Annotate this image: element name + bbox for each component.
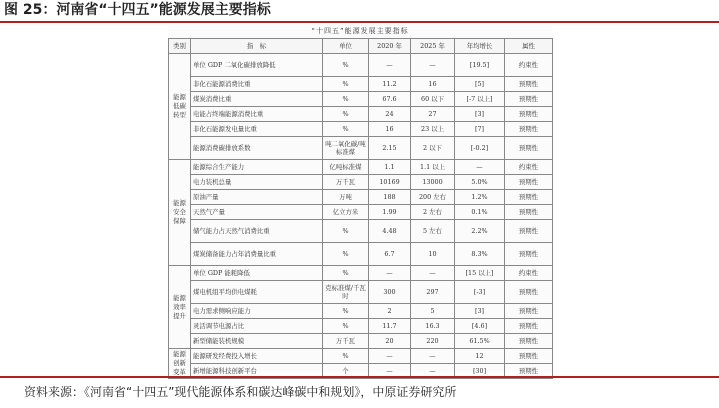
growth-cell: [3] (455, 304, 505, 319)
value-2025-cell: 220 (411, 334, 455, 349)
attribute-cell: 预期性 (505, 364, 553, 379)
value-2025-cell: 5 左右 (411, 220, 455, 243)
unit-cell: 克标准煤/千瓦时 (323, 281, 369, 304)
table-row (169, 281, 553, 304)
growth-cell: 2.2% (455, 220, 505, 243)
indicator-cell: 天然气产量 (191, 205, 323, 220)
value-2020-cell: — (369, 266, 411, 281)
table-caption: “十四五”能源发展主要指标 (311, 27, 409, 35)
attribute-cell: 预期性 (505, 334, 553, 349)
value-2020-cell: — (369, 54, 411, 77)
category-cell: 能源创新变革 (169, 349, 191, 379)
unit-cell: 万千瓦 (323, 175, 369, 190)
value-2020-cell: 188 (369, 190, 411, 205)
table-row (169, 160, 553, 175)
bottom-rule (0, 376, 719, 378)
value-2020-cell: 1.99 (369, 205, 411, 220)
value-2020-cell: 16 (369, 122, 411, 137)
indicator-cell: 非化石能源发电量比重 (191, 122, 323, 137)
growth-cell: [7] (455, 122, 505, 137)
attribute-cell: 约束性 (505, 266, 553, 281)
growth-cell: [5] (455, 77, 505, 92)
source-note: 资料来源：《河南省“十四五”现代能源体系和碳达峰碳中和规划》，中原证券研究所 (24, 385, 457, 399)
value-2020-cell: — (369, 349, 411, 364)
value-2025-cell: 2 以下 (411, 137, 455, 160)
value-2020-cell: — (369, 364, 411, 379)
value-2020-cell: 300 (369, 281, 411, 304)
value-2025-cell: 5 (411, 304, 455, 319)
header-category: 类别 (169, 39, 191, 54)
unit-cell: % (323, 220, 369, 243)
table-row (169, 349, 553, 364)
unit-cell: 万吨 (323, 190, 369, 205)
value-2025-cell: — (411, 349, 455, 364)
unit-cell: % (323, 122, 369, 137)
table-row (169, 243, 553, 266)
value-2025-cell: — (411, 364, 455, 379)
attribute-cell: 预期性 (505, 137, 553, 160)
indicator-cell: 新增能源科技创新平台 (191, 364, 323, 379)
value-2025-cell: 27 (411, 107, 455, 122)
attribute-cell: 预期性 (505, 281, 553, 304)
value-2025-cell: 16 (411, 77, 455, 92)
growth-cell: [4.6] (455, 319, 505, 334)
indicator-cell: 能源研发经费投入增长 (191, 349, 323, 364)
value-2020-cell: 67.6 (369, 92, 411, 107)
value-2025-cell: 10 (411, 243, 455, 266)
attribute-cell: 预期性 (505, 243, 553, 266)
header-attribute: 属性 (505, 39, 553, 54)
growth-cell: 12 (455, 349, 505, 364)
attribute-cell: 预期性 (505, 349, 553, 364)
growth-cell: [15 以上] (455, 266, 505, 281)
value-2025-cell: 1.1 以上 (411, 160, 455, 175)
value-2025-cell: 16.3 (411, 319, 455, 334)
growth-cell: [-3] (455, 281, 505, 304)
growth-cell: [30] (455, 364, 505, 379)
value-2020-cell: 4.48 (369, 220, 411, 243)
unit-cell: % (323, 243, 369, 266)
attribute-cell: 预期性 (505, 319, 553, 334)
figure-title: 图 25：河南省“十四五”能源发展主要指标 (4, 2, 271, 18)
value-2025-cell: 13000 (411, 175, 455, 190)
table-row (169, 54, 553, 77)
table-row (169, 220, 553, 243)
attribute-cell: 预期性 (505, 107, 553, 122)
table-row (169, 334, 553, 349)
indicator-cell: 储气能力占天然气消费比重 (191, 220, 323, 243)
table-row (169, 205, 553, 220)
attribute-cell: 约束性 (505, 54, 553, 77)
unit-cell: 亿立方米 (323, 205, 369, 220)
attribute-cell: 预期性 (505, 220, 553, 243)
indicator-cell: 电力装机总量 (191, 175, 323, 190)
table-row (169, 319, 553, 334)
attribute-cell: 预期性 (505, 304, 553, 319)
value-2025-cell: 23 以上 (411, 122, 455, 137)
indicator-cell: 原油产量 (191, 190, 323, 205)
value-2020-cell: 24 (369, 107, 411, 122)
indicator-cell: 新型储能装机规模 (191, 334, 323, 349)
attribute-cell: 预期性 (505, 122, 553, 137)
indicator-cell: 煤电机组平均供电煤耗 (191, 281, 323, 304)
value-2020-cell: 11.2 (369, 77, 411, 92)
value-2020-cell: 1.1 (369, 160, 411, 175)
unit-cell: % (323, 349, 369, 364)
table-row (169, 107, 553, 122)
header-indicator: 指 标 (191, 39, 323, 54)
indicator-cell: 能源消费碳排放系数 (191, 137, 323, 160)
growth-cell: [19.5] (455, 54, 505, 77)
indicator-table-panel (168, 25, 552, 376)
header-growth: 年均增长 (455, 39, 505, 54)
indicator-cell: 煤炭消费比重 (191, 92, 323, 107)
unit-cell: 个 (323, 364, 369, 379)
indicator-cell: 单位 GDP 能耗降低 (191, 266, 323, 281)
header-2020: 2020 年 (369, 39, 411, 54)
growth-cell: [3] (455, 107, 505, 122)
growth-cell: — (455, 160, 505, 175)
header-2025: 2025 年 (411, 39, 455, 54)
table-body (169, 54, 553, 379)
indicator-cell: 电力需求侧响应能力 (191, 304, 323, 319)
table-header-row (169, 39, 553, 54)
unit-cell: 万千瓦 (323, 334, 369, 349)
attribute-cell: 预期性 (505, 92, 553, 107)
unit-cell: 吨二氧化碳/吨标准煤 (323, 137, 369, 160)
table-row (169, 77, 553, 92)
unit-cell: % (323, 319, 369, 334)
attribute-cell: 预期性 (505, 190, 553, 205)
indicator-cell: 电能占终端能源消费比重 (191, 107, 323, 122)
value-2025-cell: 2 左右 (411, 205, 455, 220)
growth-cell: 5.0% (455, 175, 505, 190)
value-2025-cell: 200 左右 (411, 190, 455, 205)
value-2020-cell: 6.7 (369, 243, 411, 266)
indicator-cell: 单位 GDP 二氧化碳排放降低 (191, 54, 323, 77)
unit-cell: % (323, 54, 369, 77)
growth-cell: [-7 以上] (455, 92, 505, 107)
indicator-cell: 能源综合生产能力 (191, 160, 323, 175)
top-rule (0, 21, 719, 23)
category-cell: 能源效率提升 (169, 266, 191, 349)
table-row (169, 266, 553, 281)
value-2020-cell: 10169 (369, 175, 411, 190)
table-row (169, 304, 553, 319)
growth-cell: [-0.2] (455, 137, 505, 160)
value-2025-cell: 297 (411, 281, 455, 304)
growth-cell: 61.5% (455, 334, 505, 349)
unit-cell: 亿吨标准煤 (323, 160, 369, 175)
value-2025-cell: 60 以下 (411, 92, 455, 107)
attribute-cell: 约束性 (505, 160, 553, 175)
growth-cell: 8.3% (455, 243, 505, 266)
value-2020-cell: 11.7 (369, 319, 411, 334)
indicator-cell: 非化石能源消费比重 (191, 77, 323, 92)
value-2025-cell: — (411, 54, 455, 77)
value-2020-cell: 20 (369, 334, 411, 349)
growth-cell: 0.1% (455, 205, 505, 220)
category-cell: 能源低碳转型 (169, 54, 191, 160)
attribute-cell: 预期性 (505, 77, 553, 92)
growth-cell: 1.2% (455, 190, 505, 205)
table-row (169, 122, 553, 137)
indicator-cell: 煤炭储备能力占年消费量比重 (191, 243, 323, 266)
table-row (169, 92, 553, 107)
table-row (169, 175, 553, 190)
value-2025-cell: — (411, 266, 455, 281)
unit-cell: % (323, 266, 369, 281)
category-cell: 能源安全保障 (169, 160, 191, 266)
unit-cell: % (323, 92, 369, 107)
attribute-cell: 预期性 (505, 205, 553, 220)
indicator-cell: 灵活调节电源占比 (191, 319, 323, 334)
table-row (169, 137, 553, 160)
table-row (169, 190, 553, 205)
unit-cell: % (323, 77, 369, 92)
value-2020-cell: 2 (369, 304, 411, 319)
header-unit: 单位 (323, 39, 369, 54)
unit-cell: % (323, 304, 369, 319)
unit-cell: % (323, 107, 369, 122)
attribute-cell: 预期性 (505, 175, 553, 190)
indicator-table (168, 38, 553, 379)
value-2020-cell: 2.15 (369, 137, 411, 160)
